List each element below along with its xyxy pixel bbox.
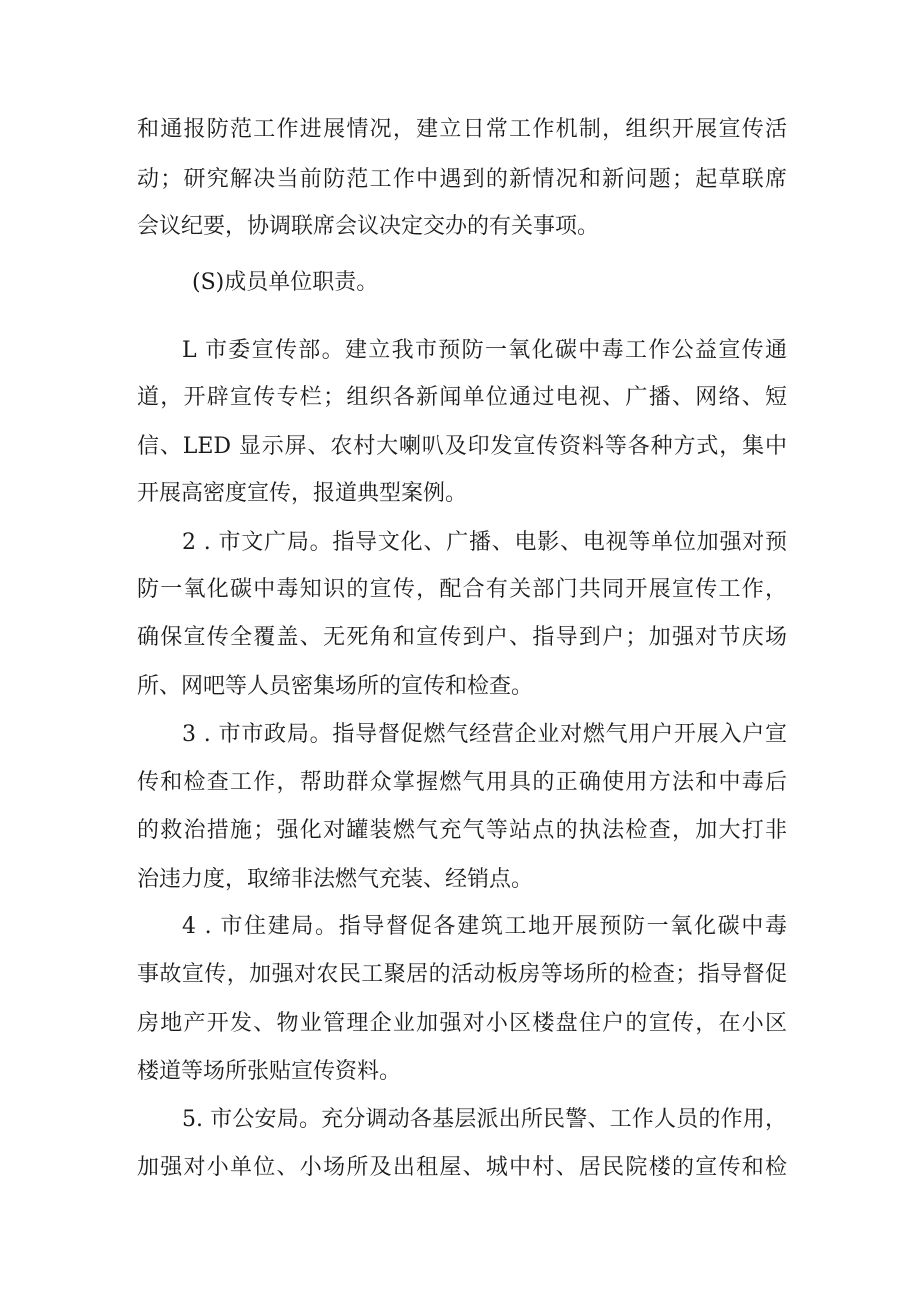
text-line: 和通报防范工作进展情况，建立日常工作机制，组织开展宣传活: [137, 117, 787, 142]
text-line: 会议纪要，协调联席会议决定交办的有关事项。: [137, 214, 600, 239]
text-line: 防一氧化碳中毒知识的宣传，配合有关部门共同开展宣传工作，: [137, 577, 787, 602]
text-line: 的救治措施；强化对罐装燃气充气等站点的执法检查，加大打非: [137, 818, 787, 843]
text-line: 加强对小单位、小场所及出租屋、城中村、居民院楼的宣传和检: [137, 1155, 787, 1180]
text-line: 道，开辟宣传专栏；组织各新闻单位通过电视、广播、网络、短: [137, 385, 787, 410]
text-line: 开展高密度宣传，报道典型案例。: [137, 481, 468, 506]
paragraph-first-line: 4 . 市住建局。指导督促各建筑工地开展预防一氧化碳中毒: [182, 914, 787, 939]
text-line: 房地产开发、物业管理企业加强对小区楼盘住户的宣传，在小区: [137, 1011, 787, 1036]
text-line: 确保宣传全覆盖、无死角和宣传到户、指导到户；加强对节庆场: [137, 625, 787, 650]
text-line: 传和检查工作，帮助群众掌握燃气用具的正确使用方法和中毒后: [137, 770, 787, 795]
text-line: 所、网吧等人员密集场所的宣传和检查。: [137, 674, 534, 699]
text-line: 治违力度，取缔非法燃气充装、经销点。: [137, 867, 534, 892]
text-line: 事故宣传，加强对农民工聚居的活动板房等场所的检查；指导督促: [137, 962, 787, 987]
paragraph-first-line: 5. 市公安局。充分调动各基层派出所民警、工作人员的作用，: [182, 1107, 787, 1132]
text-line: 楼道等场所张贴宣传资料。: [137, 1059, 402, 1084]
paragraph-first-line: 2 . 市文广局。指导文化、广播、电影、电视等单位加强对预: [182, 530, 787, 555]
paragraph-first-line: 3 . 市市政局。指导督促燃气经营企业对燃气用户开展入户宣: [182, 722, 787, 747]
paragraph-first-line: L 市委宣传部。建立我市预防一氧化碳中毒工作公益宣传通: [182, 338, 787, 363]
section-heading: (S)成员单位职责。: [192, 270, 379, 295]
text-line: 动；研究解决当前防范工作中遇到的新情况和新问题；起草联席: [137, 167, 787, 192]
text-line: 信、LED 显示屏、农村大喇叭及印发宣传资料等各种方式，集中: [137, 434, 787, 459]
